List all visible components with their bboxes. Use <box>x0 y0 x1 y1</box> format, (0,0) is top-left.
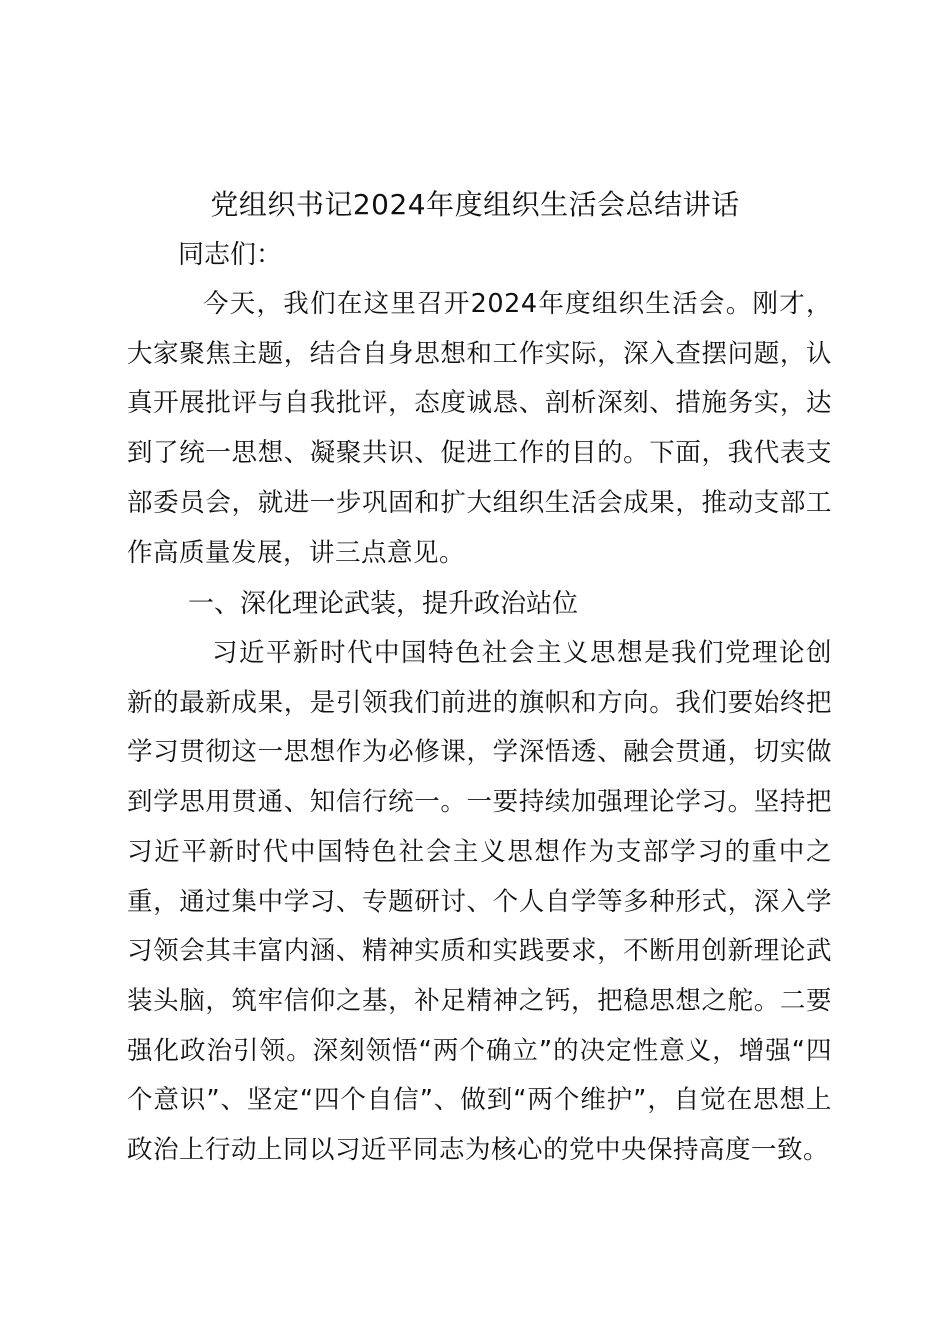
document-title: 党组织书记2024年度组织生活会总结讲话 <box>210 188 740 221</box>
section-heading-1: 一、深化理论武装，提升政治站位 <box>188 589 579 619</box>
paragraph-section-1: 习近平新时代中国特色社会主义思想是我们党理论创新的最新成果，是引领我们前进的旗帜和方向。我们要始终把学习贯彻这一思想作为必修课，学深悟透、融会贯通，切实做到学思用贯通、知信行统一。一要持续加强理论学习。坚持把习近平新时代中国特色社会主义思想作为支部学习的重中之重，通过集中学习、专题研讨、个人自学等多种形式，深入学习领会其丰富内涵、精神实质和实践要求，不断用创新理论武装头脑，筑牢信仰之基，补足精神之钙，把稳思想之舵。二要强化政治引领。深刻领悟“两个确立”的决定性意义，增强“四个意识”、坚定“四个自信”、做到“两个维护”，自觉在思想上政治上行动上同以习近平同志为核心的党中央保持高度一致。 <box>127 638 832 1166</box>
paragraph-intro: 今天，我们在这里召开2024年度组织生活会。刚才，大家聚焦主题，结合自身思想和工作实际，深入查摆问题，认真开展批评与自我批评，态度诚恳、剖析深刻、措施务实，达到了统一思想、凝聚共识、促进工作的目的。下面，我代表支部委员会，就进一步巩固和扩大组织生活会成果，推动支部工作高质量发展，讲三点意见。 <box>127 289 832 568</box>
salutation: 同志们： <box>178 240 283 270</box>
